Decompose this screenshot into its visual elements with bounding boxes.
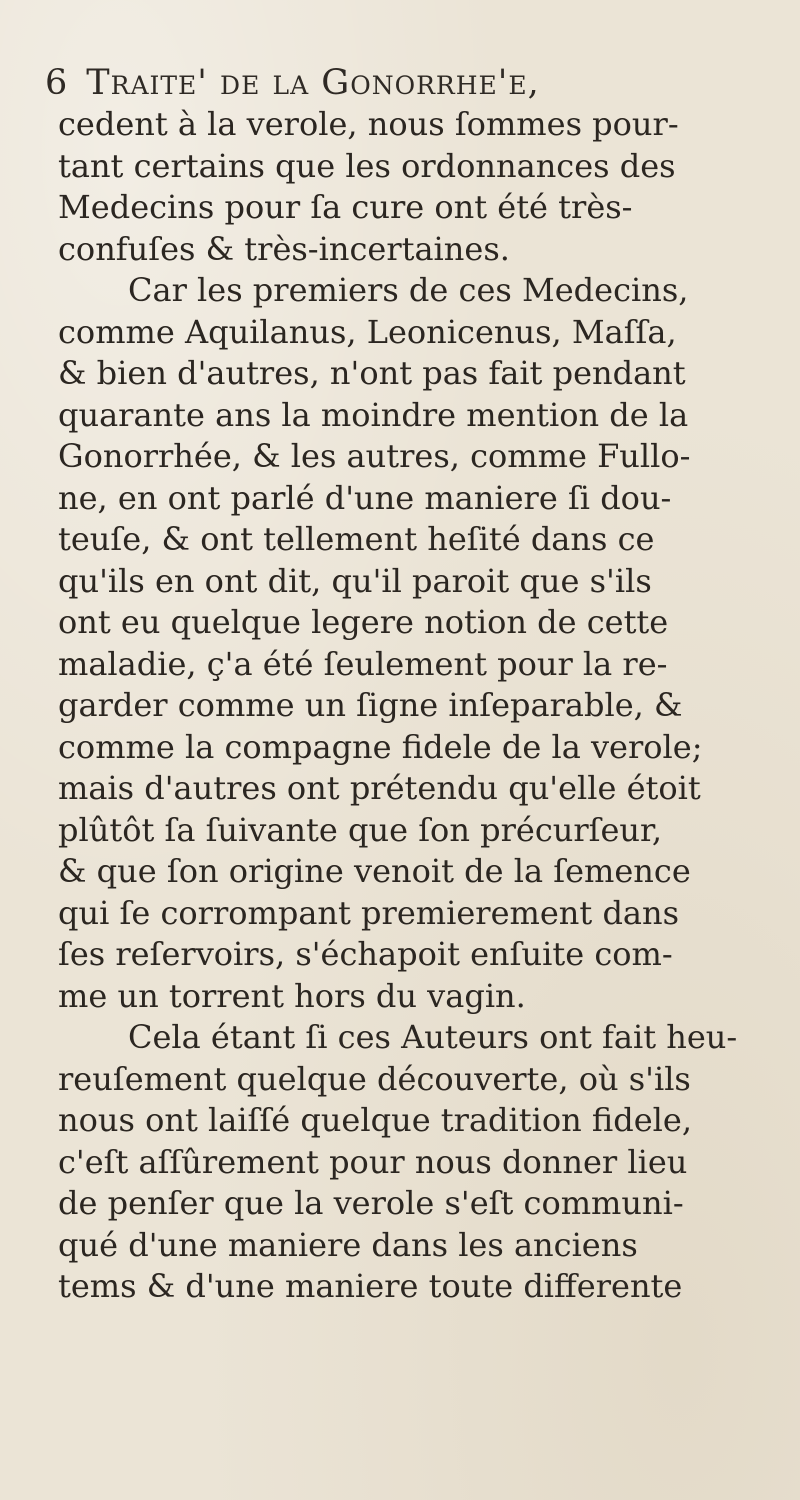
text-line: maladie, ç'a été ſeulement pour la re- [58, 644, 668, 683]
text-line: cedent à la verole, nous ſommes pour- [58, 105, 679, 143]
text-line: confuſes & très-incertaines. [58, 229, 510, 268]
text-line: & bien d'autres, n'ont pas fait pendant [58, 354, 686, 392]
text-line: Car les premiers de ces Medecins, [128, 271, 689, 309]
text-line: plûtôt ſa ſuivante que ſon précurſeur, [58, 810, 662, 849]
text-line: tant certains que les ordonnances des [58, 146, 676, 185]
body-text [58, 104, 778, 1308]
page-number: 6 [45, 63, 69, 103]
text-line: qué d'une maniere dans les anciens [58, 1225, 638, 1264]
text-line: de penſer que la verole s'eſt communi- [58, 1184, 684, 1222]
text-line: mais d'autres ont prétendu qu'elle étoit [58, 769, 701, 807]
text-line: ne, en ont parlé d'une maniere ſi dou- [58, 478, 672, 517]
text-line: c'eſt aſſûrement pour nous donner lieu [58, 1142, 688, 1181]
running-title: Traite' de la Gonorrhe'e, [86, 63, 540, 103]
running-head [45, 58, 765, 108]
text-line: Medecins pour ſa cure ont été très- [58, 188, 633, 226]
text-line: nous ont laiſſé quelque tradition fidele, [58, 1101, 692, 1139]
text-line: teuſe, & ont tellement heſité dans ce [58, 520, 655, 558]
text-line: tems & d'une maniere toute differente [58, 1267, 683, 1305]
text-line: comme la compagne fidele de la verole; [58, 727, 703, 766]
text-line: me un torrent hors du vagin. [58, 976, 526, 1015]
text-line: & que ſon origine venoit de la ſemence [58, 852, 691, 890]
text-line: Gonorrhée, & les autres, comme Fullo- [58, 437, 691, 475]
text-line: ont eu quelque legere notion de cette [58, 603, 669, 641]
text-line: garder comme un ſigne inſeparable, & [58, 686, 683, 724]
text-line: qui ſe corrompant premierement dans [58, 893, 680, 932]
text-line: quarante ans la moindre mention de la [58, 395, 689, 434]
text-line: Cela étant ſi ces Auteurs ont fait heu- [128, 1018, 738, 1056]
text-line: comme Aquilanus, Leonicenus, Maſſa, [58, 312, 677, 351]
text-line: ſes reſervoirs, s'échapoit enſuite com- [58, 935, 673, 973]
text-line: reuſement quelque découverte, où s'ils [58, 1059, 691, 1098]
text-line: qu'ils en ont dit, qu'il paroit que s'ils [58, 561, 652, 600]
